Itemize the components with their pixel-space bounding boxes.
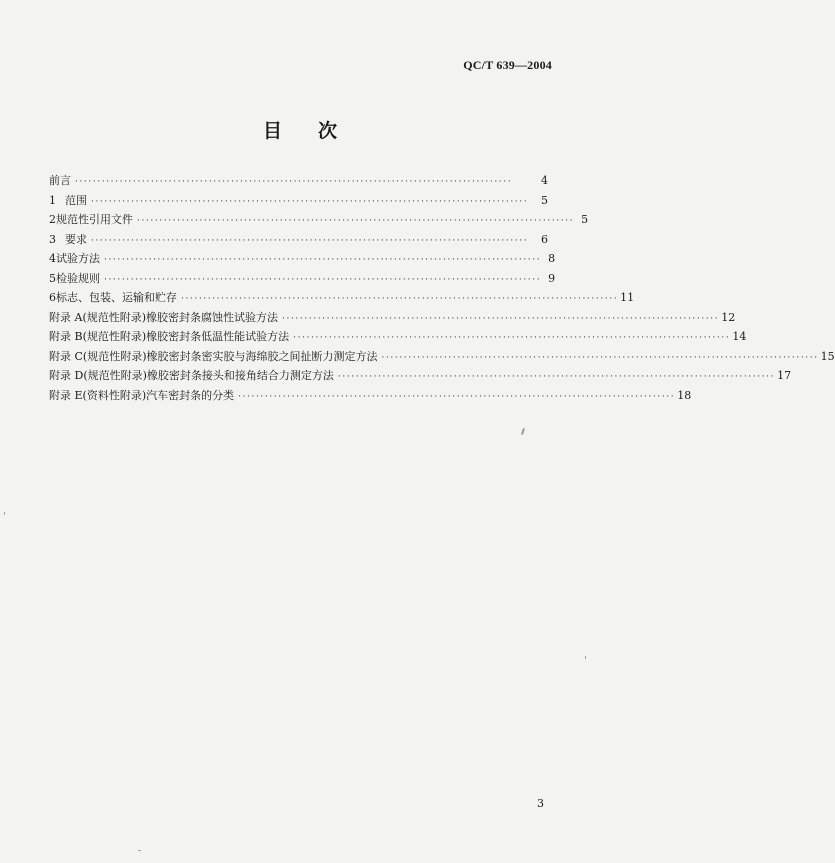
toc-title [0, 116, 600, 143]
toc-entry-label: 标志、包装、运输和贮存 [56, 291, 177, 304]
toc-leader-dots: ·································································································· [293, 333, 731, 343]
toc-entry-label: 前言 [49, 174, 71, 187]
toc-entry-label: 附录 D(规范性附录) [49, 369, 147, 382]
toc-entry-label: 附录 E(资料性附录) [49, 388, 147, 402]
toc-entry-number: 6 [49, 291, 56, 304]
toc-entry-title: 橡胶密封条腐蚀性试验方法 [146, 310, 279, 324]
scan-speck [521, 428, 525, 435]
toc-entry-scope[interactable] [49, 192, 548, 212]
toc-leader-dots: ·································································································· [238, 391, 676, 402]
toc-entry-label: 要求 [65, 232, 87, 246]
toc-entry-title: 汽车密封条的分类 [146, 388, 235, 402]
toc-entry-page: 11 [620, 291, 635, 304]
toc-entry-label: 附录 B(规范性附录) [49, 330, 147, 343]
toc-leader-dots: ·································································································· [381, 352, 819, 363]
toc-entry-requirements[interactable] [49, 231, 548, 251]
toc-entry-number: 2 [49, 213, 56, 226]
toc-title-char-2: 次 [318, 120, 338, 142]
toc-entry-page: 15 [820, 349, 835, 363]
toc-entry-page: 12 [721, 310, 736, 324]
toc-entry-page: 18 [677, 388, 692, 402]
toc-entry-number: 5 [49, 271, 56, 285]
toc-title-char-1: 目 [262, 120, 282, 142]
toc-entry-annex-c[interactable] [49, 348, 835, 368]
page-number: 3 [537, 797, 544, 810]
toc-entry-number: 4 [49, 252, 56, 265]
toc-leader-dots: ·································································································· [181, 294, 619, 304]
toc-entry-label: 附录 A(规范性附录) [49, 310, 147, 324]
toc-leader-dots: ·································································································· [75, 177, 513, 187]
toc-entry-label: 试验方法 [56, 252, 100, 265]
toc-entry-annex-b[interactable] [49, 328, 747, 348]
toc-entry-page: 5 [541, 193, 548, 207]
toc-entry-title: 橡胶密封条低温性能试验方法 [146, 330, 290, 343]
toc-entry-page: 17 [777, 369, 792, 382]
toc-entry-inspection-rules[interactable] [49, 270, 556, 290]
toc-leader-dots: ·································································································· [104, 274, 542, 285]
toc-leader-dots: ·································································································· [137, 216, 575, 226]
document-code: QC/T 639—2004 [463, 58, 552, 72]
toc-entry-normative-references[interactable] [49, 211, 589, 231]
toc-entry-label: 范围 [65, 193, 87, 207]
toc-entry-annex-d[interactable] [49, 367, 792, 387]
toc-entry-number: 3 [49, 232, 56, 246]
scan-speck [4, 512, 5, 515]
toc-entry-page: 5 [581, 213, 589, 226]
toc-leader-dots: ·································································································· [282, 313, 720, 324]
toc-entry-page: 8 [548, 252, 556, 265]
toc-leader-dots: ·································································································· [104, 255, 542, 265]
toc-entry-label: 检验规则 [56, 271, 100, 285]
toc-leader-dots: ·································································································· [337, 372, 776, 382]
scan-speck [138, 850, 141, 851]
toc-list [49, 172, 835, 406]
toc-entry-title: 橡胶密封条密实胶与海绵胶之间扯断力测定方法 [146, 349, 378, 363]
toc-entry-label: 规范性引用文件 [56, 213, 133, 226]
toc-entry-label: 附录 C(规范性附录) [49, 349, 147, 363]
toc-entry-page: 14 [732, 330, 747, 343]
toc-entry-page: 9 [548, 271, 556, 285]
toc-entry-marking-packaging[interactable] [49, 289, 635, 309]
toc-entry-number: 1 [49, 193, 56, 207]
toc-entry-page: 6 [541, 232, 548, 246]
toc-entry-annex-a[interactable] [49, 309, 736, 329]
toc-entry-test-methods[interactable] [49, 250, 556, 270]
toc-leader-dots: ·································································································· [91, 235, 529, 246]
toc-entry-foreword[interactable] [49, 172, 548, 192]
toc-entry-page: 4 [541, 174, 548, 187]
toc-leader-dots: ·································································································· [91, 196, 529, 207]
toc-entry-title: 橡胶密封条接头和接角结合力测定方法 [146, 369, 334, 382]
toc-entry-annex-e[interactable] [49, 387, 692, 407]
scan-speck [585, 656, 586, 659]
